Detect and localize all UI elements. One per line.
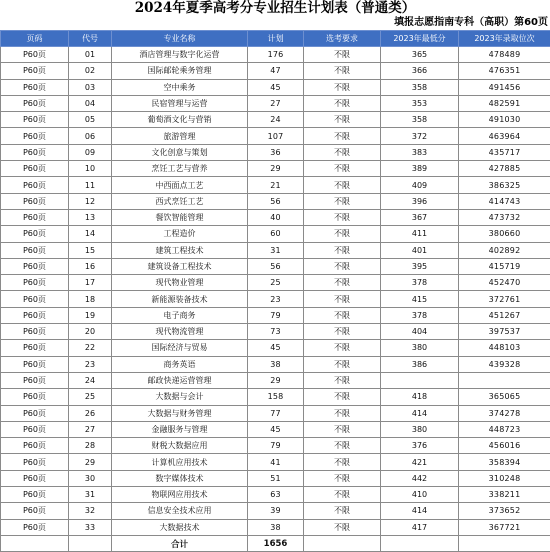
code-cell: 19 [69, 307, 112, 323]
requirement-cell: 不限 [304, 47, 381, 63]
major-name-cell: 大数据与财务管理 [112, 405, 248, 421]
min-score-cell: 380 [381, 421, 459, 437]
plan-cell: 45 [248, 340, 304, 356]
requirement-cell: 不限 [304, 389, 381, 405]
page-cell: P60页 [1, 47, 69, 63]
requirement-cell: 不限 [304, 128, 381, 144]
major-name-cell: 现代物流管理 [112, 324, 248, 340]
page-subtitle: 填报志愿指南专科（高职）第60页 [394, 16, 548, 30]
rank-cell: 473732 [459, 209, 550, 225]
min-score-cell: 396 [381, 193, 459, 209]
major-name-cell: 西式烹饪工艺 [112, 193, 248, 209]
code-cell: 25 [69, 389, 112, 405]
requirement-cell: 不限 [304, 63, 381, 79]
plan-cell: 24 [248, 112, 304, 128]
requirement-cell: 不限 [304, 79, 381, 95]
code-cell: 02 [69, 63, 112, 79]
page-cell: P60页 [1, 324, 69, 340]
plan-cell: 63 [248, 487, 304, 503]
rank-cell: 310248 [459, 470, 550, 486]
total-value: 1656 [248, 535, 304, 551]
plan-cell: 29 [248, 372, 304, 388]
plan-cell: 51 [248, 470, 304, 486]
page-cell: P60页 [1, 470, 69, 486]
requirement-cell: 不限 [304, 161, 381, 177]
major-name-cell: 邮政快递运营管理 [112, 372, 248, 388]
rank-cell: 448103 [459, 340, 550, 356]
plan-cell: 38 [248, 519, 304, 535]
min-score-cell: 358 [381, 79, 459, 95]
code-cell: 15 [69, 242, 112, 258]
page-cell: P60页 [1, 307, 69, 323]
code-cell: 12 [69, 193, 112, 209]
page-cell: P60页 [1, 226, 69, 242]
plan-cell: 73 [248, 324, 304, 340]
requirement-cell: 不限 [304, 307, 381, 323]
rank-cell: 452470 [459, 275, 550, 291]
requirement-cell: 不限 [304, 470, 381, 486]
table-row [1, 226, 550, 242]
page-cell: P60页 [1, 454, 69, 470]
rank-cell: 397537 [459, 324, 550, 340]
page-cell: P60页 [1, 193, 69, 209]
min-score-cell: 380 [381, 340, 459, 356]
page-cell: P60页 [1, 63, 69, 79]
rank-cell: 402892 [459, 242, 550, 258]
rank-cell: 373652 [459, 503, 550, 519]
min-score-cell: 383 [381, 144, 459, 160]
major-name-cell: 中西面点工艺 [112, 177, 248, 193]
table-row [1, 324, 550, 340]
total-label: 合计 [112, 535, 248, 551]
table-header-row [1, 31, 550, 47]
plan-cell: 23 [248, 291, 304, 307]
rank-cell: 491456 [459, 79, 550, 95]
requirement-cell: 不限 [304, 258, 381, 274]
page-cell: P60页 [1, 209, 69, 225]
min-score-cell: 372 [381, 128, 459, 144]
page-cell: P60页 [1, 356, 69, 372]
min-score-cell: 411 [381, 226, 459, 242]
requirement-cell: 不限 [304, 438, 381, 454]
major-name-cell: 空中乘务 [112, 79, 248, 95]
code-cell: 29 [69, 454, 112, 470]
requirement-cell: 不限 [304, 95, 381, 111]
rank-cell: 435717 [459, 144, 550, 160]
requirement-cell: 不限 [304, 291, 381, 307]
table-row [1, 258, 550, 274]
plan-cell: 77 [248, 405, 304, 421]
page-cell: P60页 [1, 95, 69, 111]
major-name-cell: 国际邮轮乘务管理 [112, 63, 248, 79]
page-cell: P60页 [1, 340, 69, 356]
plan-cell: 79 [248, 438, 304, 454]
requirement-cell: 不限 [304, 324, 381, 340]
plan-cell: 56 [248, 193, 304, 209]
code-cell: 27 [69, 421, 112, 437]
requirement-cell: 不限 [304, 503, 381, 519]
requirement-cell: 不限 [304, 454, 381, 470]
major-name-cell: 数字媒体技术 [112, 470, 248, 486]
code-cell: 30 [69, 470, 112, 486]
rank-cell: 439328 [459, 356, 550, 372]
requirement-cell: 不限 [304, 356, 381, 372]
plan-cell: 27 [248, 95, 304, 111]
plan-cell: 36 [248, 144, 304, 160]
plan-cell: 40 [248, 209, 304, 225]
table-row [1, 95, 550, 111]
min-score-cell: 418 [381, 389, 459, 405]
table-row [1, 340, 550, 356]
table-row [1, 161, 550, 177]
rank-cell: 476351 [459, 63, 550, 79]
min-score-cell: 409 [381, 177, 459, 193]
rank-cell: 380660 [459, 226, 550, 242]
table-row [1, 487, 550, 503]
table-row [1, 454, 550, 470]
requirement-cell: 不限 [304, 519, 381, 535]
plan-cell: 25 [248, 275, 304, 291]
header-rank: 2023年录取位次 [459, 31, 550, 47]
plan-cell: 176 [248, 47, 304, 63]
code-cell: 23 [69, 356, 112, 372]
table-row [1, 47, 550, 63]
page-cell: P60页 [1, 503, 69, 519]
major-name-cell: 金融服务与管理 [112, 421, 248, 437]
header-major-name: 专业名称 [112, 31, 248, 47]
rank-cell [459, 372, 550, 388]
min-score-cell: 353 [381, 95, 459, 111]
major-name-cell: 新能源装备技术 [112, 291, 248, 307]
table-row [1, 112, 550, 128]
table-row [1, 470, 550, 486]
min-score-cell: 389 [381, 161, 459, 177]
page-cell: P60页 [1, 291, 69, 307]
table-row [1, 307, 550, 323]
table-row [1, 503, 550, 519]
min-score-cell: 378 [381, 275, 459, 291]
plan-cell: 79 [248, 307, 304, 323]
min-score-cell: 366 [381, 63, 459, 79]
code-cell: 09 [69, 144, 112, 160]
major-name-cell: 商务英语 [112, 356, 248, 372]
min-score-cell: 404 [381, 324, 459, 340]
requirement-cell: 不限 [304, 193, 381, 209]
table-row [1, 519, 550, 535]
table-row [1, 63, 550, 79]
plan-cell: 29 [248, 161, 304, 177]
header-code: 代号 [69, 31, 112, 47]
plan-cell: 38 [248, 356, 304, 372]
table-row [1, 405, 550, 421]
code-cell: 20 [69, 324, 112, 340]
header-min-score: 2023年最低分 [381, 31, 459, 47]
page-cell: P60页 [1, 487, 69, 503]
rank-cell: 463964 [459, 128, 550, 144]
min-score-cell: 365 [381, 47, 459, 63]
code-cell: 06 [69, 128, 112, 144]
requirement-cell: 不限 [304, 177, 381, 193]
table-row [1, 356, 550, 372]
enrollment-plan-table [0, 30, 550, 552]
rank-cell: 358394 [459, 454, 550, 470]
page-cell: P60页 [1, 242, 69, 258]
code-cell: 28 [69, 438, 112, 454]
table-row [1, 291, 550, 307]
code-cell: 13 [69, 209, 112, 225]
min-score-cell: 367 [381, 209, 459, 225]
table-row [1, 275, 550, 291]
table-row [1, 128, 550, 144]
major-name-cell: 国际经济与贸易 [112, 340, 248, 356]
major-name-cell: 烹饪工艺与营养 [112, 161, 248, 177]
code-cell: 33 [69, 519, 112, 535]
requirement-cell: 不限 [304, 209, 381, 225]
page-cell: P60页 [1, 389, 69, 405]
requirement-cell: 不限 [304, 487, 381, 503]
code-cell: 31 [69, 487, 112, 503]
min-score-cell [381, 372, 459, 388]
rank-cell: 427885 [459, 161, 550, 177]
table-row [1, 438, 550, 454]
min-score-cell: 386 [381, 356, 459, 372]
major-name-cell: 现代物业管理 [112, 275, 248, 291]
major-name-cell: 文化创意与策划 [112, 144, 248, 160]
table-row [1, 389, 550, 405]
page-cell: P60页 [1, 405, 69, 421]
rank-cell: 386325 [459, 177, 550, 193]
major-name-cell: 大数据与会计 [112, 389, 248, 405]
major-name-cell: 旅游管理 [112, 128, 248, 144]
rank-cell: 482591 [459, 95, 550, 111]
code-cell: 32 [69, 503, 112, 519]
rank-cell: 415719 [459, 258, 550, 274]
min-score-cell: 376 [381, 438, 459, 454]
rank-cell: 374278 [459, 405, 550, 421]
major-name-cell: 葡萄酒文化与营销 [112, 112, 248, 128]
page-cell: P60页 [1, 161, 69, 177]
page-cell: P60页 [1, 372, 69, 388]
plan-cell: 56 [248, 258, 304, 274]
requirement-cell: 不限 [304, 112, 381, 128]
rank-cell: 338211 [459, 487, 550, 503]
min-score-cell: 358 [381, 112, 459, 128]
major-name-cell: 建筑工程技术 [112, 242, 248, 258]
table-row [1, 79, 550, 95]
code-cell: 22 [69, 340, 112, 356]
major-name-cell: 大数据技术 [112, 519, 248, 535]
plan-cell: 21 [248, 177, 304, 193]
plan-cell: 158 [248, 389, 304, 405]
requirement-cell: 不限 [304, 340, 381, 356]
major-name-cell: 工程造价 [112, 226, 248, 242]
table-row [1, 144, 550, 160]
page-cell: P60页 [1, 177, 69, 193]
code-cell: 04 [69, 95, 112, 111]
code-cell: 26 [69, 405, 112, 421]
rank-cell: 478489 [459, 47, 550, 63]
code-cell: 05 [69, 112, 112, 128]
min-score-cell: 415 [381, 291, 459, 307]
code-cell: 18 [69, 291, 112, 307]
requirement-cell: 不限 [304, 405, 381, 421]
rank-cell: 456016 [459, 438, 550, 454]
table-row [1, 242, 550, 258]
rank-cell: 414743 [459, 193, 550, 209]
header-plan: 计划 [248, 31, 304, 47]
code-cell: 01 [69, 47, 112, 63]
table-row [1, 372, 550, 388]
plan-cell: 60 [248, 226, 304, 242]
code-cell: 17 [69, 275, 112, 291]
requirement-cell: 不限 [304, 144, 381, 160]
min-score-cell: 417 [381, 519, 459, 535]
plan-cell: 41 [248, 454, 304, 470]
major-name-cell: 财税大数据应用 [112, 438, 248, 454]
min-score-cell: 378 [381, 307, 459, 323]
table-body [1, 47, 550, 536]
plan-cell: 45 [248, 421, 304, 437]
plan-cell: 107 [248, 128, 304, 144]
major-name-cell: 计算机应用技术 [112, 454, 248, 470]
min-score-cell: 395 [381, 258, 459, 274]
major-name-cell: 信息安全技术应用 [112, 503, 248, 519]
plan-cell: 31 [248, 242, 304, 258]
page-cell: P60页 [1, 128, 69, 144]
requirement-cell: 不限 [304, 242, 381, 258]
code-cell: 24 [69, 372, 112, 388]
rank-cell: 367721 [459, 519, 550, 535]
min-score-cell: 401 [381, 242, 459, 258]
table-row [1, 177, 550, 193]
rank-cell: 491030 [459, 112, 550, 128]
major-name-cell: 餐饮智能管理 [112, 209, 248, 225]
min-score-cell: 410 [381, 487, 459, 503]
rank-cell: 372761 [459, 291, 550, 307]
rank-cell: 448723 [459, 421, 550, 437]
major-name-cell: 电子商务 [112, 307, 248, 323]
plan-cell: 39 [248, 503, 304, 519]
min-score-cell: 414 [381, 405, 459, 421]
major-name-cell: 建筑设备工程技术 [112, 258, 248, 274]
code-cell: 10 [69, 161, 112, 177]
min-score-cell: 442 [381, 470, 459, 486]
table-row [1, 421, 550, 437]
page-cell: P60页 [1, 112, 69, 128]
page-cell: P60页 [1, 519, 69, 535]
major-name-cell: 物联网应用技术 [112, 487, 248, 503]
major-name-cell: 民宿管理与运营 [112, 95, 248, 111]
header-page: 页码 [1, 31, 69, 47]
requirement-cell: 不限 [304, 275, 381, 291]
table-row [1, 193, 550, 209]
requirement-cell: 不限 [304, 226, 381, 242]
min-score-cell: 421 [381, 454, 459, 470]
page-cell: P60页 [1, 438, 69, 454]
page-title: 2024年夏季高考分专业招生计划表（普通类） [0, 0, 550, 17]
header-subject-requirement: 选考要求 [304, 31, 381, 47]
min-score-cell: 414 [381, 503, 459, 519]
requirement-cell: 不限 [304, 421, 381, 437]
page-cell: P60页 [1, 275, 69, 291]
table-row [1, 209, 550, 225]
plan-cell: 47 [248, 63, 304, 79]
major-name-cell: 酒店管理与数字化运营 [112, 47, 248, 63]
page-cell: P60页 [1, 258, 69, 274]
page-cell: P60页 [1, 79, 69, 95]
code-cell: 14 [69, 226, 112, 242]
rank-cell: 365065 [459, 389, 550, 405]
code-cell: 11 [69, 177, 112, 193]
rank-cell: 451267 [459, 307, 550, 323]
plan-cell: 45 [248, 79, 304, 95]
code-cell: 03 [69, 79, 112, 95]
requirement-cell: 不限 [304, 372, 381, 388]
page-cell: P60页 [1, 144, 69, 160]
page-cell: P60页 [1, 421, 69, 437]
code-cell: 16 [69, 258, 112, 274]
